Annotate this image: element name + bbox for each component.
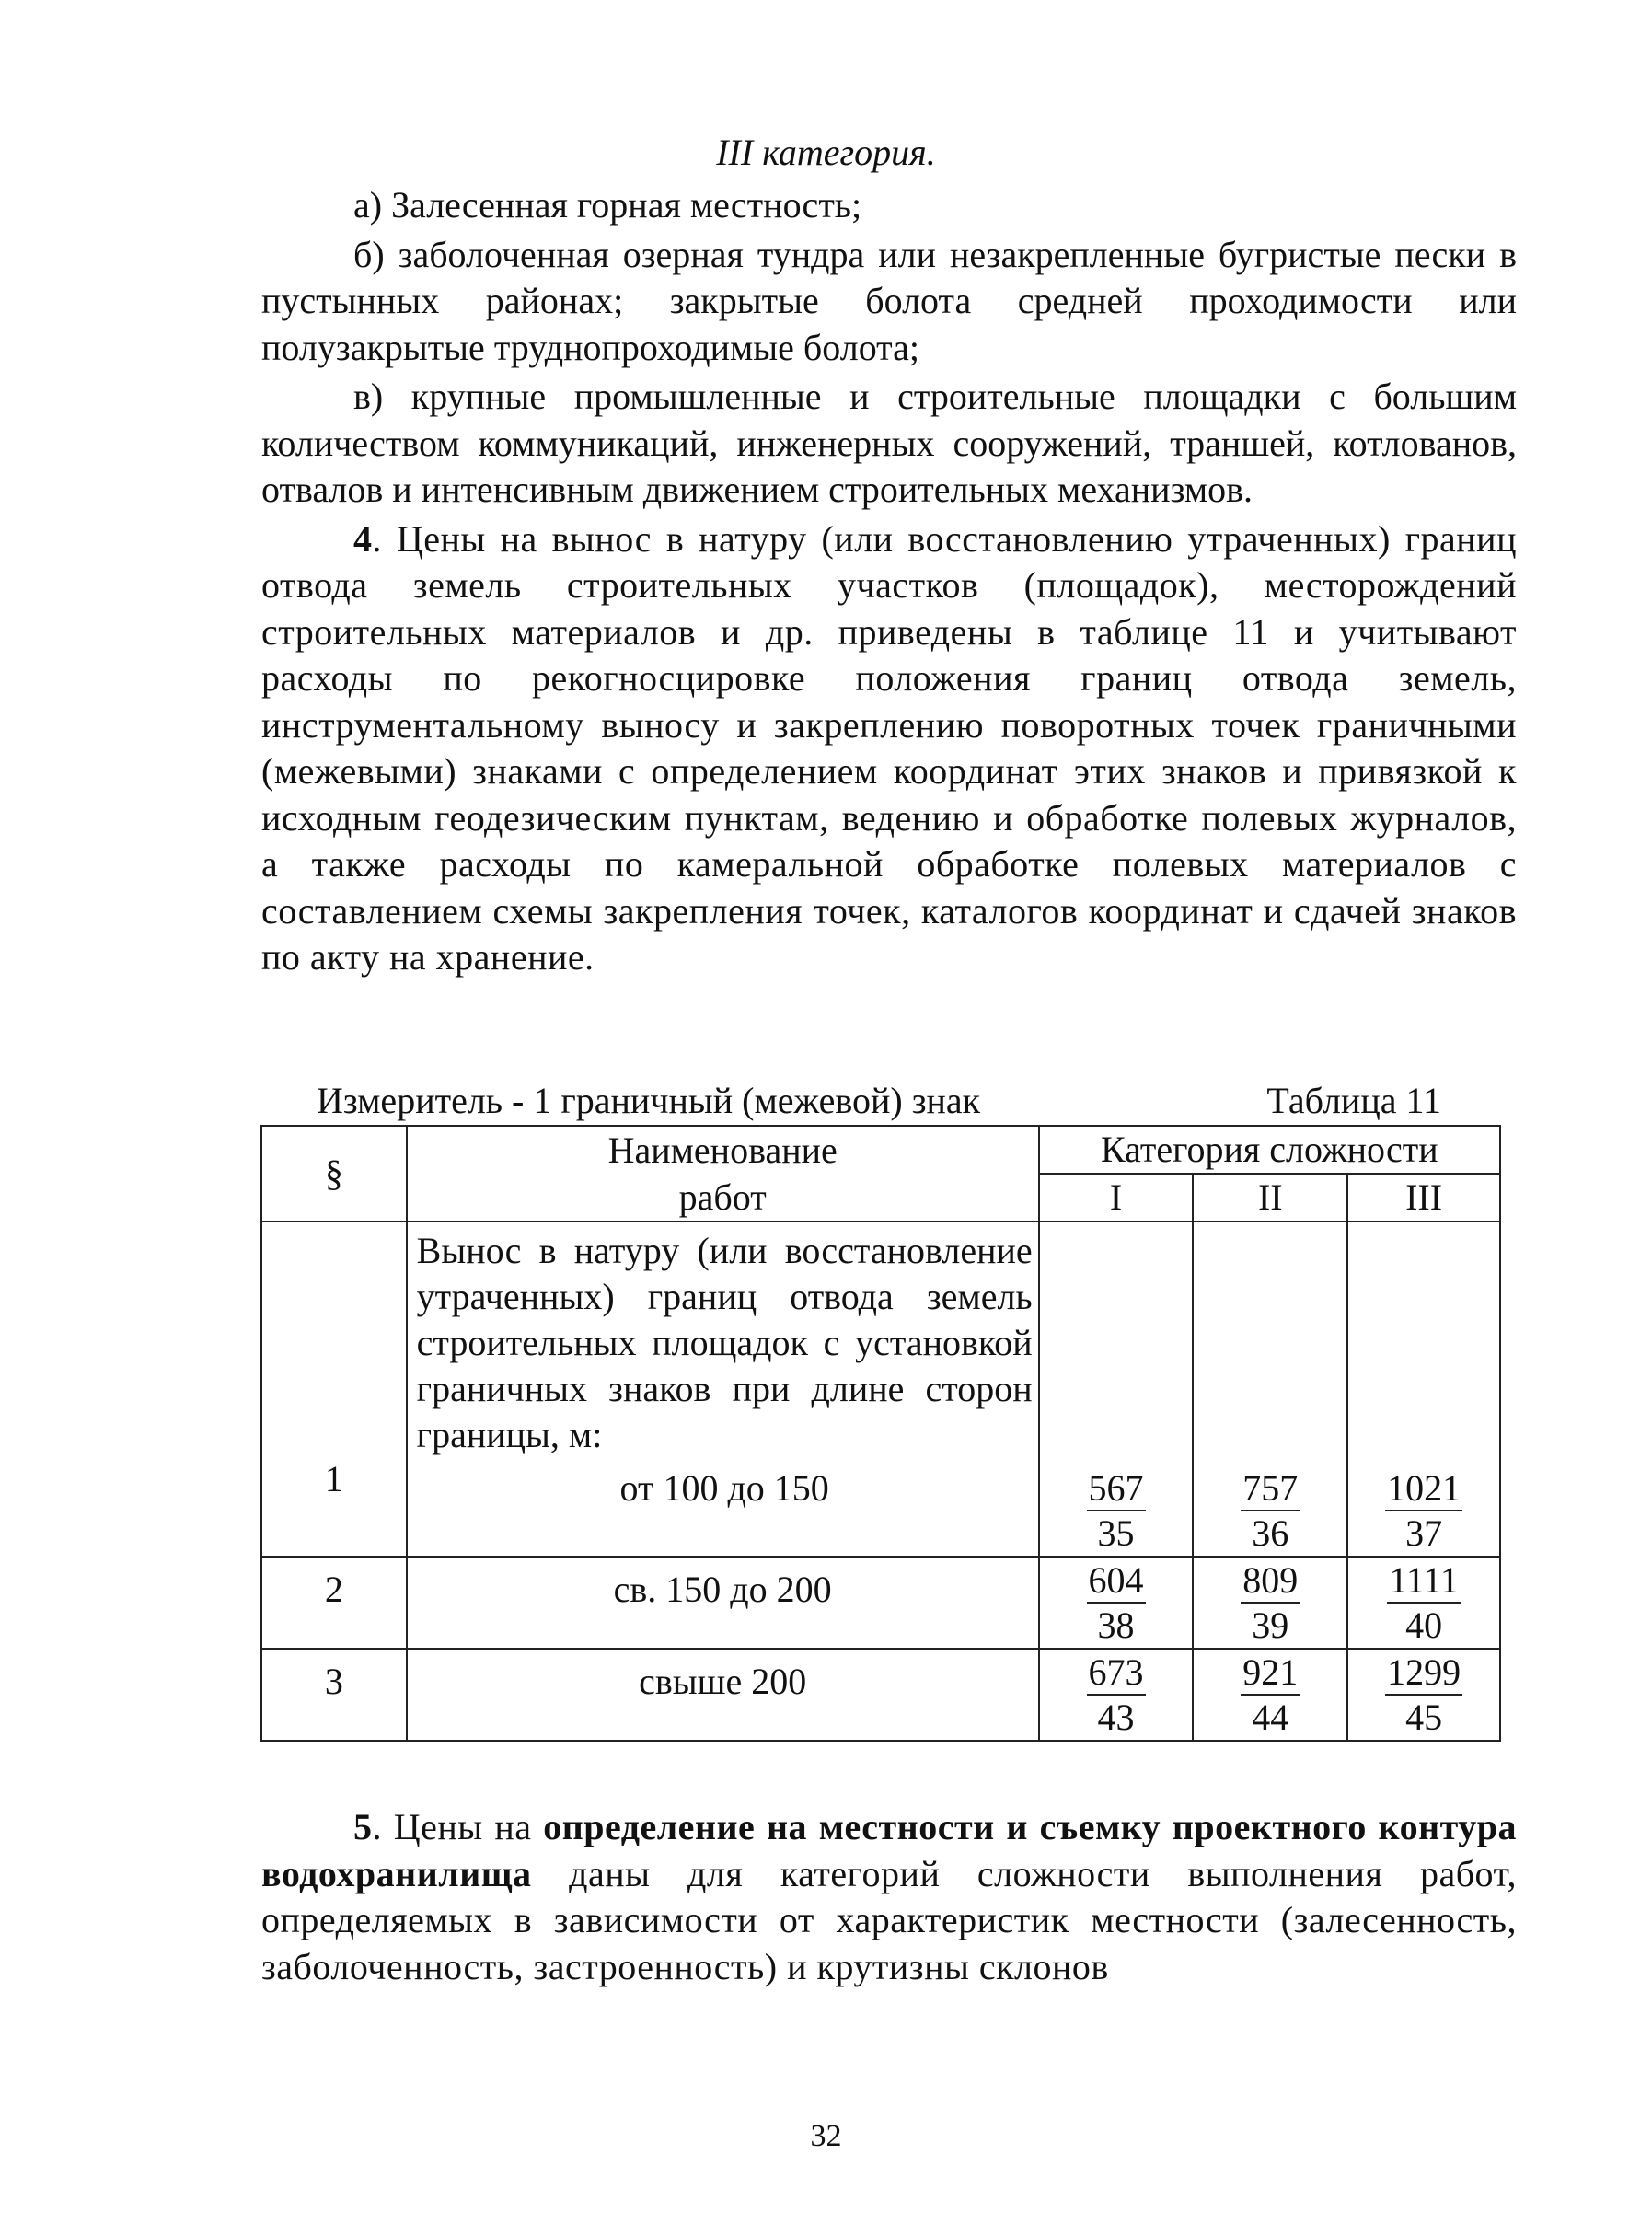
paragraph-a: а) Залесенная горная местность; bbox=[353, 184, 862, 226]
row-2-cat-1 bbox=[1039, 1557, 1194, 1649]
header-category: Категория сложности bbox=[1039, 1126, 1500, 1174]
price-sub-value: 40 bbox=[1405, 1604, 1443, 1646]
price-value: 673 bbox=[1087, 1651, 1146, 1696]
row-3-section: 3 bbox=[261, 1649, 407, 1741]
bottom-text-block bbox=[261, 1804, 1517, 1993]
price-value: 757 bbox=[1241, 1467, 1300, 1511]
table-caption: Таблица 11 bbox=[1266, 1080, 1441, 1121]
row-2-cat-3 bbox=[1347, 1557, 1500, 1649]
price-value: 1021 bbox=[1385, 1467, 1462, 1511]
paragraph-5-number: 5 bbox=[353, 1806, 373, 1847]
table-header-row bbox=[261, 1126, 1500, 1174]
row-2-name: св. 150 до 200 bbox=[407, 1557, 1039, 1649]
paragraph-5 bbox=[261, 1804, 1517, 1990]
price-value: 809 bbox=[1241, 1559, 1300, 1604]
price-value: 567 bbox=[1087, 1467, 1146, 1511]
price-sub-value: 38 bbox=[1097, 1604, 1135, 1646]
header-category-3: III bbox=[1347, 1174, 1500, 1222]
price-sub-value: 43 bbox=[1097, 1697, 1135, 1738]
paragraph-4-text: . Цены на вынос в натуру (или восстановлению утраченных) границ отвода земель строительных участков (площадок), месторождений строительных материалов и др. приведены в таблице 11 и учитывают расходы по рекогносцировке положения границ отвода земель, инструментальному выносу и закреплению поворотных точек граничными (межевыми) знаками с определением координат этих знаков и привязкой к исходным геодезическим пунктам, ведению и обработке полевых журналов, а также расходы по камеральной обработке полевых материалов с составлением схемы закрепления точек, каталогов координат и сдачей знаков по акту на хранение. bbox=[261, 517, 1517, 978]
price-table bbox=[260, 1125, 1501, 1742]
header-category-2: II bbox=[1193, 1174, 1347, 1222]
paragraph-5-post: даны для категорий сложности выполнения работ, определяемых в зависимости от характеристик местности (залесенность, заболоченность, застроенность) и крутизны склонов bbox=[261, 1852, 1517, 1987]
paragraph-b: б) заболоченная озерная тундра или незакрепленные бугристые пески в пустынных районах; закрытые болота средней проходимости или полузакрытые труднопроходимые болота; bbox=[261, 233, 1517, 368]
row-1-name-cell bbox=[407, 1222, 1039, 1557]
row-3-cat-3 bbox=[1347, 1649, 1500, 1741]
header-section: § bbox=[261, 1126, 407, 1222]
price-sub-value: 35 bbox=[1097, 1512, 1135, 1554]
table-row bbox=[261, 1222, 1500, 1557]
price-sub-value: 39 bbox=[1252, 1604, 1289, 1646]
top-text-block bbox=[261, 182, 1517, 984]
price-value: 921 bbox=[1241, 1651, 1300, 1696]
paragraph-5-bold: определение на местности и съемку проектного контура водохранилища bbox=[261, 1806, 1517, 1894]
row-1-cat-3 bbox=[1347, 1222, 1500, 1557]
header-category-1: I bbox=[1039, 1174, 1194, 1222]
paragraph-c: в) крупные промышленные и строительные площадки с большим количеством коммуникаций, инженерных сооружений, траншей, котлованов, отвалов и интенсивным движением строительных механизмов. bbox=[261, 376, 1517, 510]
table-meter: Измеритель - 1 граничный (межевой) знак bbox=[317, 1080, 981, 1121]
row-3-cat-1 bbox=[1039, 1649, 1194, 1741]
row-1-name: от 100 до 150 bbox=[619, 1467, 829, 1509]
row-1-section: 1 bbox=[261, 1222, 407, 1557]
row-intro-text: Вынос в натуру (или восстановление утраченных) границ отвода земель строительных площадок с установкой граничных знаков при длине сторон границы, м: bbox=[416, 1230, 1033, 1455]
row-2-cat-2 bbox=[1193, 1557, 1347, 1649]
page-number: 32 bbox=[810, 2119, 842, 2153]
table-row bbox=[261, 1557, 1500, 1649]
row-3-cat-2 bbox=[1193, 1649, 1347, 1741]
row-1-cat-2 bbox=[1193, 1222, 1347, 1557]
category-heading: III категория. bbox=[716, 132, 936, 173]
table-row bbox=[261, 1649, 1500, 1741]
table-subheader-row bbox=[261, 1174, 1500, 1222]
price-sub-value: 37 bbox=[1405, 1512, 1443, 1554]
header-name-line1: Наименование bbox=[407, 1126, 1039, 1174]
price-sub-value: 36 bbox=[1252, 1512, 1289, 1554]
price-sub-value: 44 bbox=[1252, 1697, 1289, 1738]
price-sub-value: 45 bbox=[1405, 1697, 1443, 1738]
paragraph-5-pre: . Цены на bbox=[372, 1806, 544, 1847]
paragraph-4-number: 4 bbox=[353, 517, 373, 560]
paragraph-4 bbox=[261, 516, 1517, 981]
header-name-line2: работ bbox=[407, 1174, 1039, 1222]
price-value: 1299 bbox=[1385, 1651, 1462, 1696]
price-value: 1111 bbox=[1387, 1559, 1461, 1604]
row-2-section: 2 bbox=[261, 1557, 407, 1649]
price-value: 604 bbox=[1087, 1559, 1146, 1604]
row-1-cat-1 bbox=[1039, 1222, 1194, 1557]
row-3-name: свыше 200 bbox=[407, 1649, 1039, 1741]
